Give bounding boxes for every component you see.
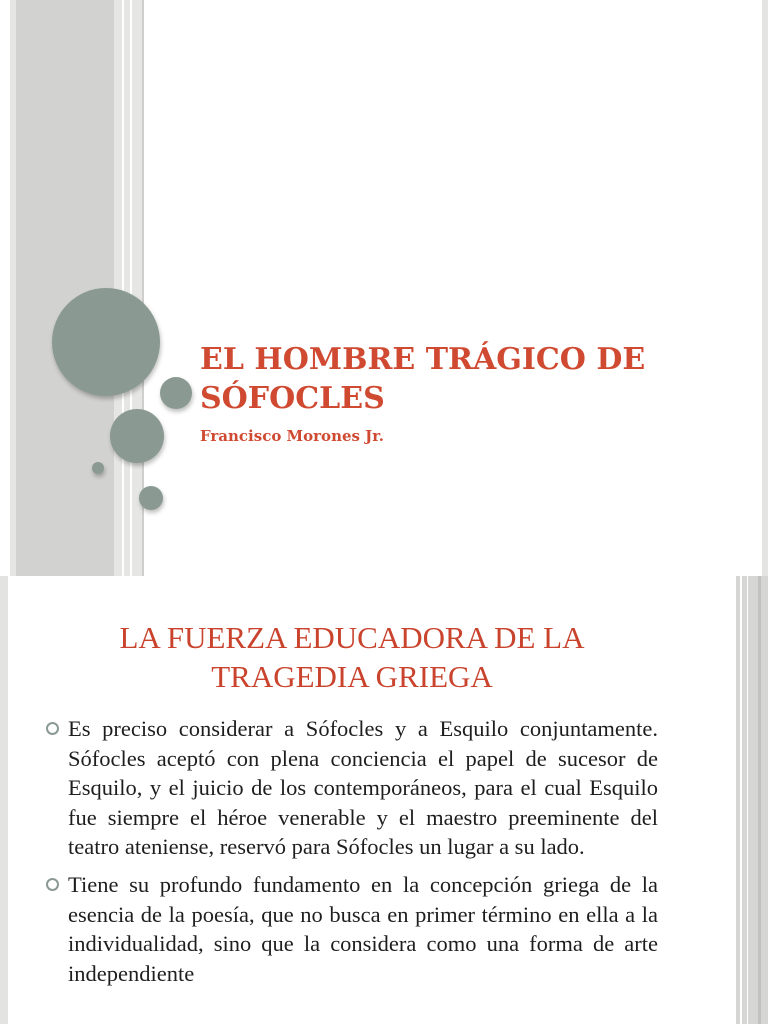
bullet-list (44, 714, 658, 996)
bullet-circle-icon (46, 878, 59, 891)
slide-title: EL HOMBRE TRÁGICO DE SÓFOCLES (200, 342, 646, 416)
decorative-circle-large (52, 288, 160, 396)
slide-left-edge (0, 576, 8, 1024)
slide-heading-line: TRAGEDIA GRIEGA (211, 659, 493, 694)
decorative-circle-small (139, 486, 163, 510)
decorative-line (740, 576, 742, 1024)
bullet-text: Es preciso considerar a Sófocles y a Esquilo conjuntamente. Sófocles aceptó con plena conciencia el papel de sucesor de Esquilo, y el juicio de los contemporáneos, para el cual Esquilo fue siempre el héroe venerable y el maestro preeminente del teatro ateniense, reservó para Sófocles un lugar a su lado. (68, 716, 658, 860)
decorative-line (130, 0, 132, 576)
decorative-line (758, 576, 761, 1024)
list-item (44, 870, 658, 988)
slide-heading (40, 618, 664, 696)
content-slide (0, 576, 768, 1024)
slide-heading-line: LA FUERZA EDUCADORA DE LA (119, 620, 585, 655)
decorative-circle-small (160, 377, 192, 409)
decorative-line (122, 0, 124, 576)
decorative-circle-tiny (92, 462, 104, 474)
list-item (44, 714, 658, 862)
bullet-circle-icon (46, 722, 59, 735)
decorative-line (747, 576, 748, 1024)
bullet-text: Tiene su profundo fundamento en la concepción griega de la esencia de la poesía, que no busca en primer término en ella a la individualidad, sino que la considera como una forma de arte independiente (68, 871, 658, 986)
decorative-circle-medium (110, 409, 164, 463)
slide-right-edge (762, 0, 768, 576)
slide-subtitle-author: Francisco Morones Jr. (200, 427, 385, 445)
